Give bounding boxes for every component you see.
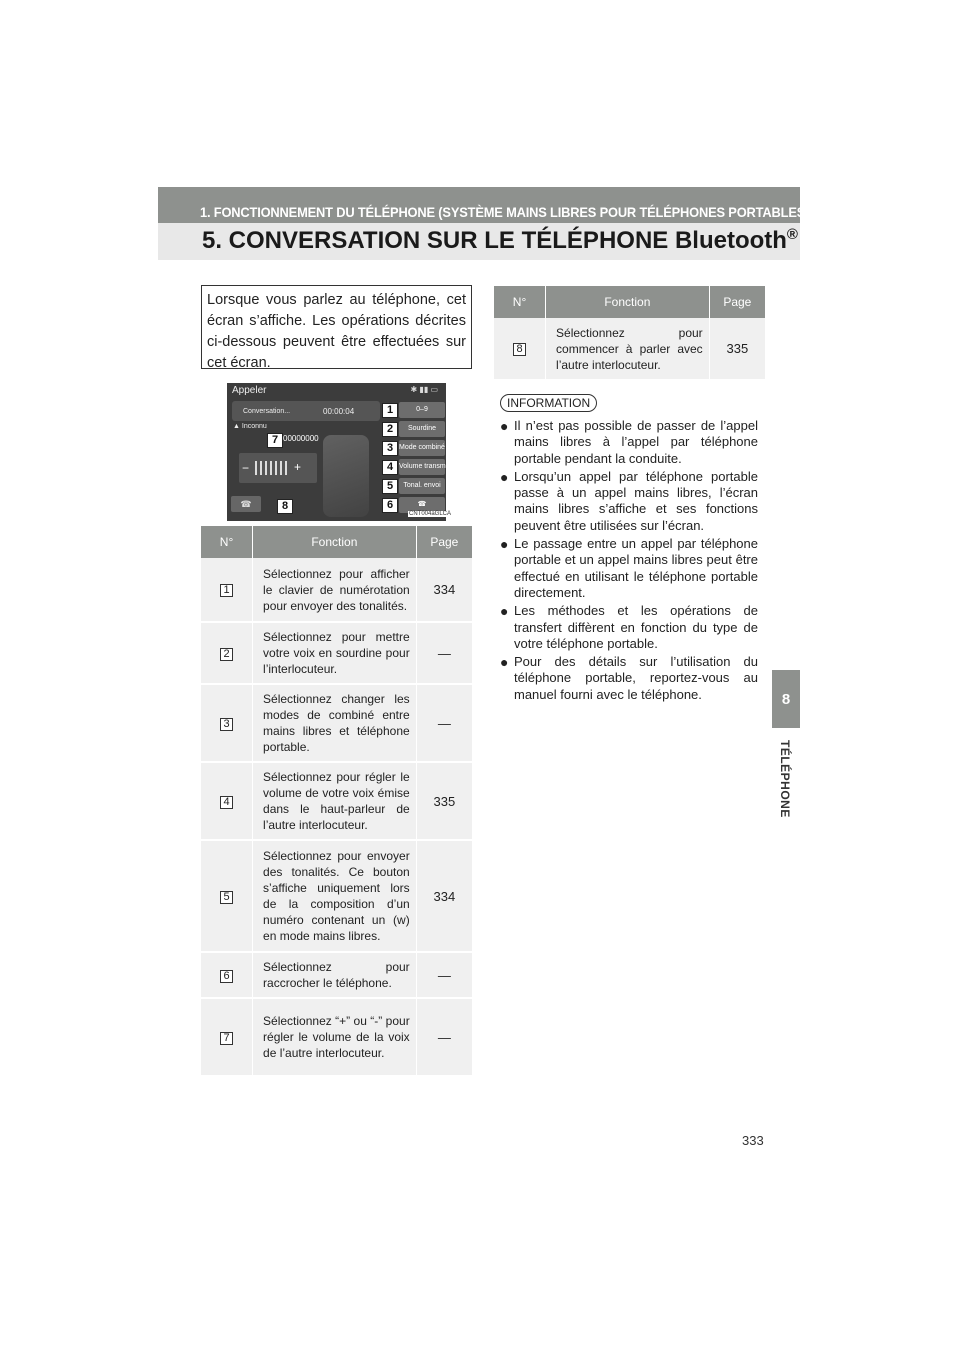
list-item-text: Il n’est pas possible de passer de l’appel mains libres à l’appel par téléphone portable pendant la conduite. — [514, 418, 758, 466]
list-item — [500, 418, 758, 467]
header-page: Page — [709, 286, 765, 318]
row-page: 334 — [416, 558, 472, 622]
table-row — [201, 840, 472, 952]
row-number: 2 — [220, 648, 233, 661]
table-row — [201, 622, 472, 684]
page-title-text: 5. CONVERSATION SUR LE TÉLÉPHONE Bluetooth — [202, 227, 787, 254]
table-row — [201, 952, 472, 998]
header-func: Fonction — [546, 286, 710, 318]
row-number: 3 — [220, 718, 233, 731]
bullet-icon: ● — [500, 468, 509, 485]
row-page: 334 — [416, 840, 472, 952]
list-item — [500, 654, 758, 703]
contact-name: ▲ Inconnu — [233, 423, 267, 430]
volume-minus-button[interactable]: − — [242, 461, 250, 475]
bullet-icon: ● — [500, 418, 509, 434]
row-function: Sélectionnez “+” ou “-” pour régler le volume de la voix de l’autre interlocuteur. — [253, 998, 417, 1076]
row-page: 335 — [416, 762, 472, 840]
table-header-row — [201, 526, 472, 558]
row-number: 7 — [220, 1032, 233, 1045]
row-function: Sélectionnez pour commencer à parler avec l’autre interlocuteur. — [546, 318, 710, 380]
table-row — [201, 558, 472, 622]
bullet-icon: ● — [500, 654, 509, 671]
chapter-header — [158, 187, 810, 223]
mute-button[interactable]: Sourdine — [399, 421, 445, 437]
functions-table-continued — [494, 286, 765, 381]
row-page: 335 — [709, 318, 765, 380]
table-row — [201, 762, 472, 840]
row-number: 5 — [220, 891, 233, 904]
callout-4: 4 — [382, 460, 398, 475]
conversation-label: Conversation... — [243, 408, 291, 415]
chapter-side-label: TÉLÉPHONE — [778, 740, 792, 818]
send-tones-button[interactable]: Tonal. envoi — [399, 478, 445, 494]
bullet-icon: ● — [500, 536, 509, 553]
call-timer: 00:00:04 — [323, 407, 355, 416]
list-item — [500, 469, 758, 534]
row-number: 1 — [220, 584, 233, 597]
callout-6: 6 — [382, 498, 398, 513]
callout-1: 1 — [382, 403, 398, 418]
row-function: Sélectionnez pour régler le volume de votre voix émise dans le haut-parleur de l’autre interlocuteur. — [253, 762, 417, 840]
row-number: 8 — [513, 343, 526, 356]
registered-mark: ® — [786, 226, 798, 243]
callout-8: 8 — [277, 499, 293, 514]
header-page: Page — [416, 526, 472, 558]
row-page: — — [416, 622, 472, 684]
chapter-tab-number: 8 — [781, 690, 791, 708]
row-function: Sélectionnez pour mettre votre voix en sourdine pour l’interlocuteur. — [253, 622, 417, 684]
row-number: 4 — [220, 796, 233, 809]
table-row — [201, 998, 472, 1076]
intro-box: Lorsque vous parlez au téléphone, cet écran s’affiche. Les opérations décrites ci-dessous peuvent être effectuées sur cet écran. — [201, 285, 472, 369]
table-row — [201, 684, 472, 762]
screen-title: Appeler — [232, 385, 267, 396]
phone-icon: ☎ — [240, 499, 252, 509]
contact-name-text: Inconnu — [241, 423, 267, 430]
list-item-text: Lorsqu’un appel par téléphone portable passe à un appel mains libres, l’écran mains libres s’affiche et ses fonctions peuvent être utilisées sur l’écran. — [514, 468, 758, 533]
phone-illustration — [323, 435, 369, 517]
volume-plus-button[interactable]: + — [294, 460, 302, 474]
bullet-icon: ● — [500, 603, 509, 620]
row-page: — — [416, 952, 472, 998]
list-item-text: Pour des détails sur l’utilisation du téléphone portable, reportez-vous au manuel fourni avec le téléphone. — [514, 654, 758, 702]
callout-7: 7 — [267, 433, 283, 448]
list-item-text: Les méthodes et les opérations de transfert diffèrent en fonction du type de votre téléphone portable. — [514, 603, 758, 651]
row-function: Sélectionnez pour envoyer des tonalités. Ce bouton s’affiche uniquement lors de la composition d’un numéro contenant un (w) en mode mains libres. — [253, 840, 417, 952]
row-function: Sélectionnez changer les modes de combiné entre mains libres et téléphone portable. — [253, 684, 417, 762]
header-func: Fonction — [253, 526, 417, 558]
row-page: — — [416, 998, 472, 1076]
status-icons: ✱ ▮▮ ▭ — [410, 385, 438, 394]
chapter-tab — [772, 670, 800, 728]
row-number: 6 — [220, 970, 233, 983]
hangup-icon: ☎ — [417, 501, 427, 508]
row-page: — — [416, 684, 472, 762]
row-function: Sélectionnez pour afficher le clavier de numérotation pour envoyer des tonalités. — [253, 558, 417, 622]
table-row — [494, 318, 765, 380]
keypad-button[interactable]: 0–9 — [399, 402, 445, 418]
functions-table — [201, 526, 472, 1077]
figure-code: CNT004aGLCA — [409, 511, 452, 517]
page-title — [202, 226, 798, 255]
phone-number: 00000000 — [283, 434, 319, 443]
table-header-row — [494, 286, 765, 318]
information-list — [500, 418, 758, 705]
page-number: 333 — [742, 1133, 764, 1148]
header-num: N° — [201, 526, 253, 558]
list-item — [500, 536, 758, 601]
list-item-text: Le passage entre un appel par téléphone portable et un appel mains libres peut être effectué en utilisant le téléphone portable directement. — [514, 536, 758, 600]
callout-5: 5 — [382, 479, 398, 494]
row-function: Sélectionnez pour raccrocher le téléphone. — [253, 952, 417, 998]
information-label: INFORMATION — [500, 394, 597, 412]
phone-call-screen-figure — [227, 383, 452, 521]
chapter-title: 1. FONCTIONNEMENT DU TÉLÉPHONE (SYSTÈME MAINS LIBRES POUR TÉLÉPHONES PORTABLES) — [200, 204, 810, 220]
callout-2: 2 — [382, 422, 398, 437]
hangup-button[interactable] — [231, 496, 261, 512]
handset-mode-button[interactable]: Mode combiné — [399, 440, 445, 456]
list-item — [500, 603, 758, 652]
header-num: N° — [494, 286, 546, 318]
callout-3: 3 — [382, 441, 398, 456]
volume-bars — [255, 461, 289, 475]
send-volume-button[interactable]: Volume transm. — [399, 459, 445, 475]
